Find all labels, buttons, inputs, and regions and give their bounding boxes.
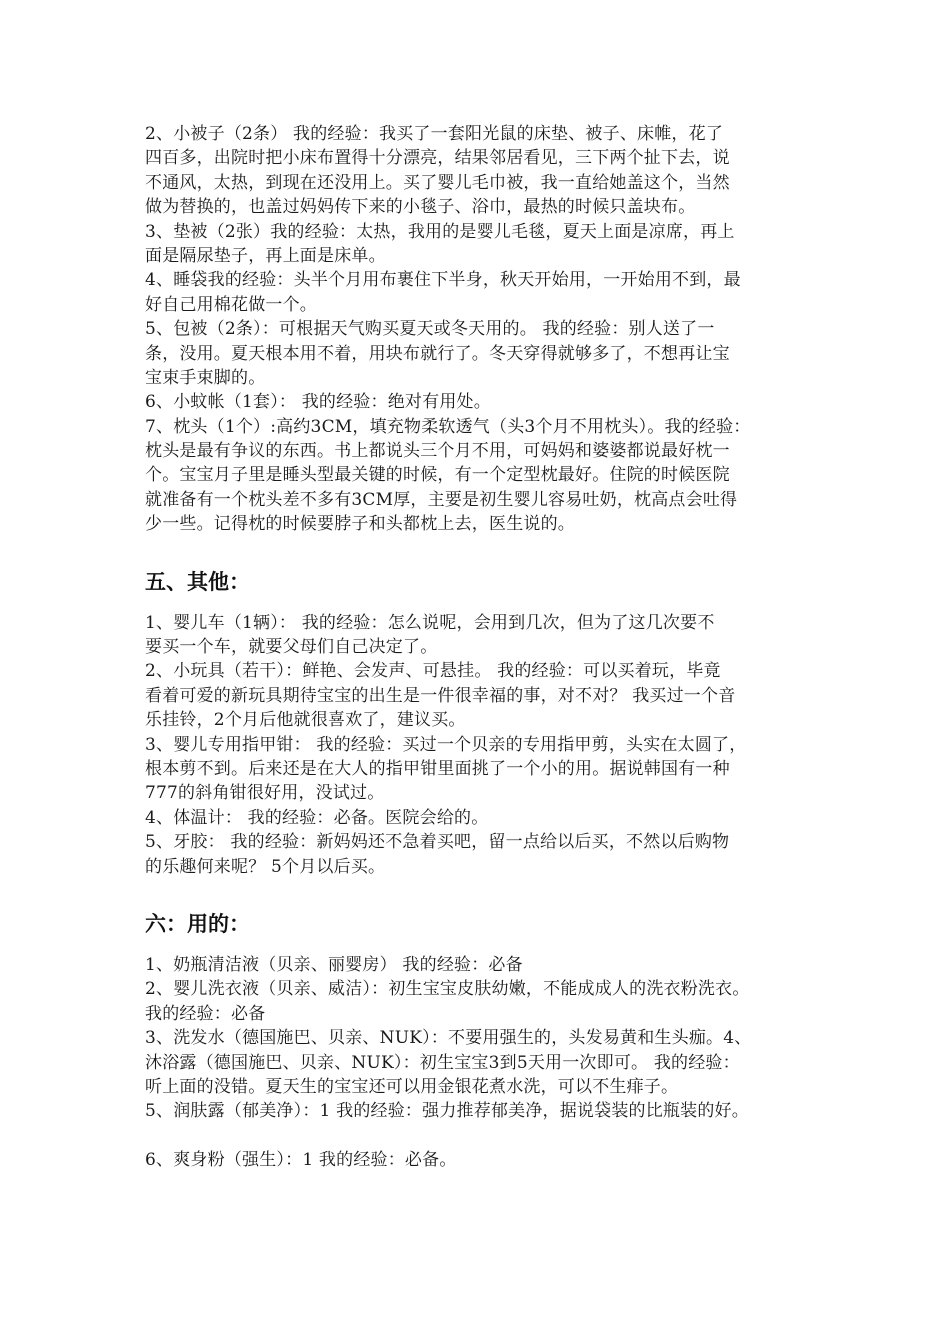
paragraph-line: 听上面的没错。夏天生的宝宝还可以用金银花煮水洗，可以不生痱子。 xyxy=(145,1076,679,1097)
paragraph-line: 个。宝宝月子里是睡头型最关键的时候，有一个定型枕最好。住院的时候医院 xyxy=(145,465,730,486)
paragraph-line: 6、爽身粉（强生）：1 我的经验：必备。 xyxy=(145,1149,457,1170)
paragraph-line: 2、婴儿洗衣液（贝亲、威洁）：初生宝宝皮肤幼嫩，不能成成人的洗衣粉洗衣。 xyxy=(145,979,750,1000)
paragraph-line: 7、枕头（1个）:高约3CM，填充物柔软透气（头3个月不用枕头）。我的经验： xyxy=(145,416,751,437)
paragraph-line: 5、牙胶： 我的经验：新妈妈还不急着买吧，留一点给以后买，不然以后购物 xyxy=(145,832,730,853)
section-heading-used: 六：用的： xyxy=(145,911,250,936)
paragraph-line: 6、小蚊帐（1套）： 我的经验：绝对有用处。 xyxy=(145,392,491,413)
paragraph-line: 就准备有一个枕头差不多有3CM厚，主要是初生婴儿容易吐奶，枕高点会吐得 xyxy=(145,489,738,510)
paragraph-line: 我的经验：必备 xyxy=(145,1003,266,1024)
section-heading-others: 五、其他： xyxy=(145,569,250,594)
paragraph-line: 好自己用棉花做一个。 xyxy=(145,294,317,315)
paragraph-line: 沐浴露（德国施巴、贝亲、NUK）：初生宝宝3到5天用一次即可。 我的经验： xyxy=(145,1052,740,1073)
paragraph-line: 5、包被（2条）：可根据天气购买夏天或冬天用的。 我的经验：别人送了一 xyxy=(145,319,715,340)
paragraph-line: 条，没用。夏天根本用不着，用块布就行了。冬天穿得就够多了，不想再让宝 xyxy=(145,343,730,364)
paragraph-line: 的乐趣何来呢？ 5个月以后买。 xyxy=(145,856,386,877)
paragraph-line: 4、睡袋我的经验：头半个月用布裹住下半身，秋天开始用，一开始用不到，最 xyxy=(145,270,741,291)
paragraph-line: 要买一个车，就要父母们自己决定了。 xyxy=(145,637,438,658)
paragraph-line: 枕头是最有争议的东西。书上都说头三个月不用，可妈妈和婆婆都说最好枕一 xyxy=(145,441,730,462)
paragraph-line: 1、婴儿车（1辆）： 我的经验：怎么说呢，会用到几次，但为了这几次要不 xyxy=(145,612,715,633)
paragraph-line: 不通风，太热，到现在还没用上。买了婴儿毛巾被，我一直给她盖这个，当然 xyxy=(145,172,730,193)
document-page xyxy=(145,122,825,1172)
paragraph-line: 少一些。记得枕的时候要脖子和头都枕上去，医生说的。 xyxy=(145,514,575,535)
paragraph-line: 3、垫被（2张）我的经验：太热，我用的是婴儿毛毯，夏天上面是凉席，再上 xyxy=(145,221,735,242)
paragraph-line: 面是隔尿垫子，再上面是床单。 xyxy=(145,245,386,266)
paragraph-line: 乐挂铃，2个月后他就很喜欢了，建议买。 xyxy=(145,710,466,731)
paragraph-line: 根本剪不到。后来还是在大人的指甲钳里面挑了一个小的用。据说韩国有一种 xyxy=(145,758,730,779)
section-bedding xyxy=(145,122,825,537)
paragraph-line: 看着可爱的新玩具期待宝宝的出生是一件很幸福的事，对不对？ 我买过一个音 xyxy=(145,685,736,706)
paragraph-line: 3、洗发水（德国施巴、贝亲、NUK）：不要用强生的，头发易黄和生头痂。4、 xyxy=(145,1028,752,1049)
paragraph-line: 2、小被子（2条） 我的经验：我买了一套阳光鼠的床垫、被子、床帷，花了 xyxy=(145,124,724,144)
paragraph-line: 4、体温计： 我的经验：必备。医院会给的。 xyxy=(145,807,489,828)
paragraph-line: 1、奶瓶清洁液（贝亲、丽婴房） 我的经验：必备 xyxy=(145,954,523,975)
paragraph-line: 宝束手束脚的。 xyxy=(145,367,266,388)
section-used xyxy=(145,953,825,1172)
paragraph-line: 5、润肤露（郁美净）：1 我的经验：强力推荐郁美净，据说袋装的比瓶装的好。 xyxy=(145,1101,749,1122)
section-others xyxy=(145,611,825,879)
paragraph-line: 四百多，出院时把小床布置得十分漂亮，结果邻居看见，三下两个扯下去，说 xyxy=(145,148,730,169)
paragraph-line: 2、小玩具（若干）：鲜艳、会发声、可悬挂。 我的经验：可以买着玩，毕竟 xyxy=(145,661,721,682)
paragraph-line: 777的斜角钳很好用，没试过。 xyxy=(145,783,385,804)
paragraph-line: 做为替换的，也盖过妈妈传下来的小毯子、浴巾，最热的时候只盖块布。 xyxy=(145,197,696,218)
paragraph-line: 3、婴儿专用指甲钳： 我的经验：买过一个贝亲的专用指甲剪，头实在太圆了， xyxy=(145,734,747,755)
